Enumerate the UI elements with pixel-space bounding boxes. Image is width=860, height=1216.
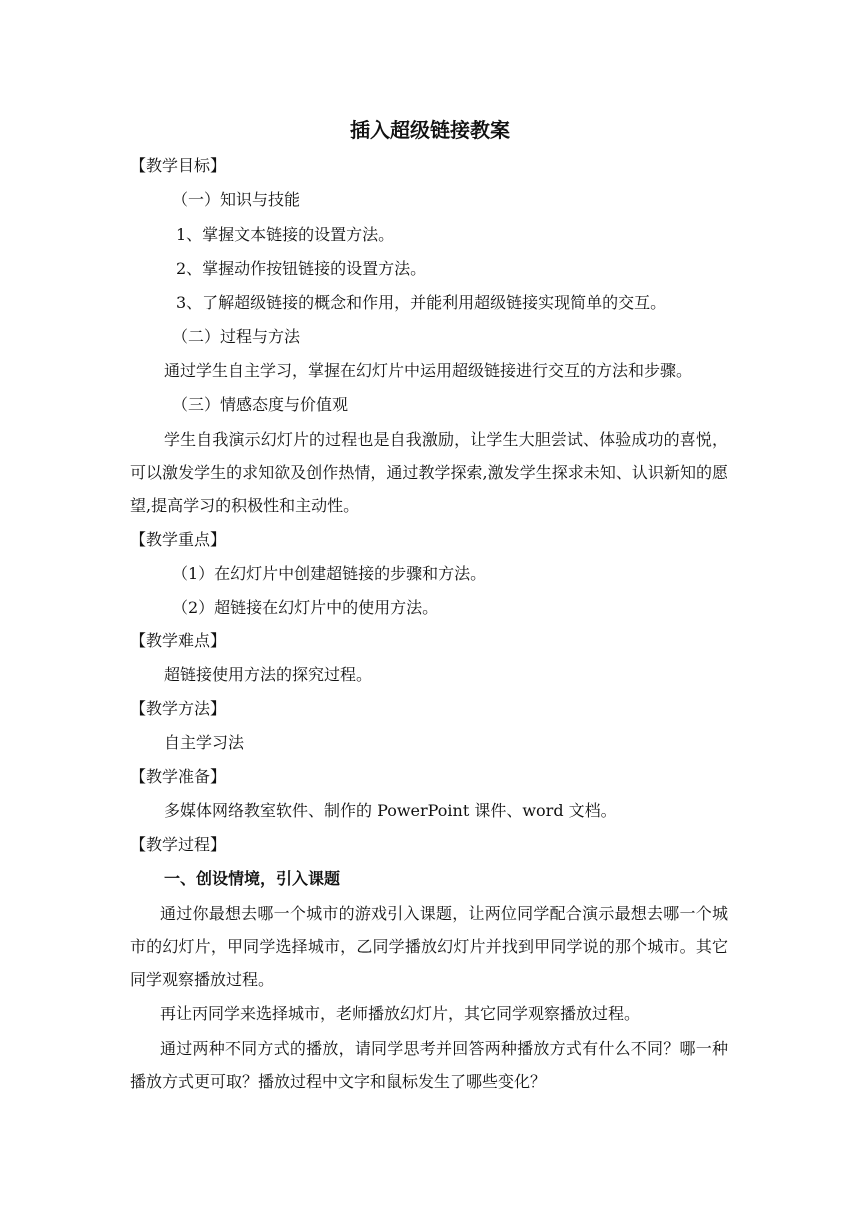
difficulties-text: 超链接使用方法的探究过程。 xyxy=(164,665,373,684)
emotion-text: 学生自我演示幻灯片的过程也是自我激励，让学生大胆尝试、体验成功的喜悦，可以激发学生的求知欲及创作热情，通过教学探索,激发学生探求未知、认识新知的愿望,提高学习的积极性和主动性。 xyxy=(130,430,728,515)
preparation-heading: 【教学准备】 xyxy=(130,767,227,786)
objectives-heading: 【教学目标】 xyxy=(130,156,227,175)
knowledge-item-3: 3、了解超级链接的概念和作用，并能利用超级链接实现简单的交互。 xyxy=(176,293,667,312)
knowledge-item-1: 1、掌握文本链接的设置方法。 xyxy=(176,225,395,244)
key-point-2: （2）超链接在幻灯片中的使用方法。 xyxy=(172,598,439,617)
preparation-text: 多媒体网络教室软件、制作的 PowerPoint 课件、word 文档。 xyxy=(164,801,617,820)
methods-text: 自主学习法 xyxy=(164,733,245,752)
process-para-1: 通过你最想去哪一个城市的游戏引入课题，让两位同学配合演示最想去哪一个城市的幻灯片，甲同学选择城市，乙同学播放幻灯片并找到甲同学说的那个城市。其它同学观察播放过程。 xyxy=(130,904,728,989)
document-title: 插入超级链接教案 xyxy=(350,118,510,142)
key-points-heading: 【教学重点】 xyxy=(130,530,227,549)
key-point-1: （1）在幻灯片中创建超链接的步骤和方法。 xyxy=(172,564,487,583)
section1-heading: 一、创设情境，引入课题 xyxy=(164,869,341,888)
emotion-heading: （三）情感态度与价值观 xyxy=(172,395,349,414)
difficulties-heading: 【教学难点】 xyxy=(130,631,227,650)
process-method-text: 通过学生自主学习，掌握在幻灯片中运用超级链接进行交互的方法和步骤。 xyxy=(164,361,693,380)
knowledge-item-2: 2、掌握动作按钮链接的设置方法。 xyxy=(176,259,427,278)
process-method-heading: （二）过程与方法 xyxy=(172,327,301,346)
process-para-3: 通过两种不同方式的播放，请同学思考并回答两种播放方式有什么不同？哪一种播放方式更可取？播放过程中文字和鼠标发生了哪些变化？ xyxy=(130,1039,728,1091)
process-para-2: 再让丙同学来选择城市，老师播放幻灯片，其它同学观察播放过程。 xyxy=(160,1004,641,1023)
methods-heading: 【教学方法】 xyxy=(130,699,227,718)
knowledge-heading: （一）知识与技能 xyxy=(172,190,301,209)
process-heading: 【教学过程】 xyxy=(130,835,227,854)
